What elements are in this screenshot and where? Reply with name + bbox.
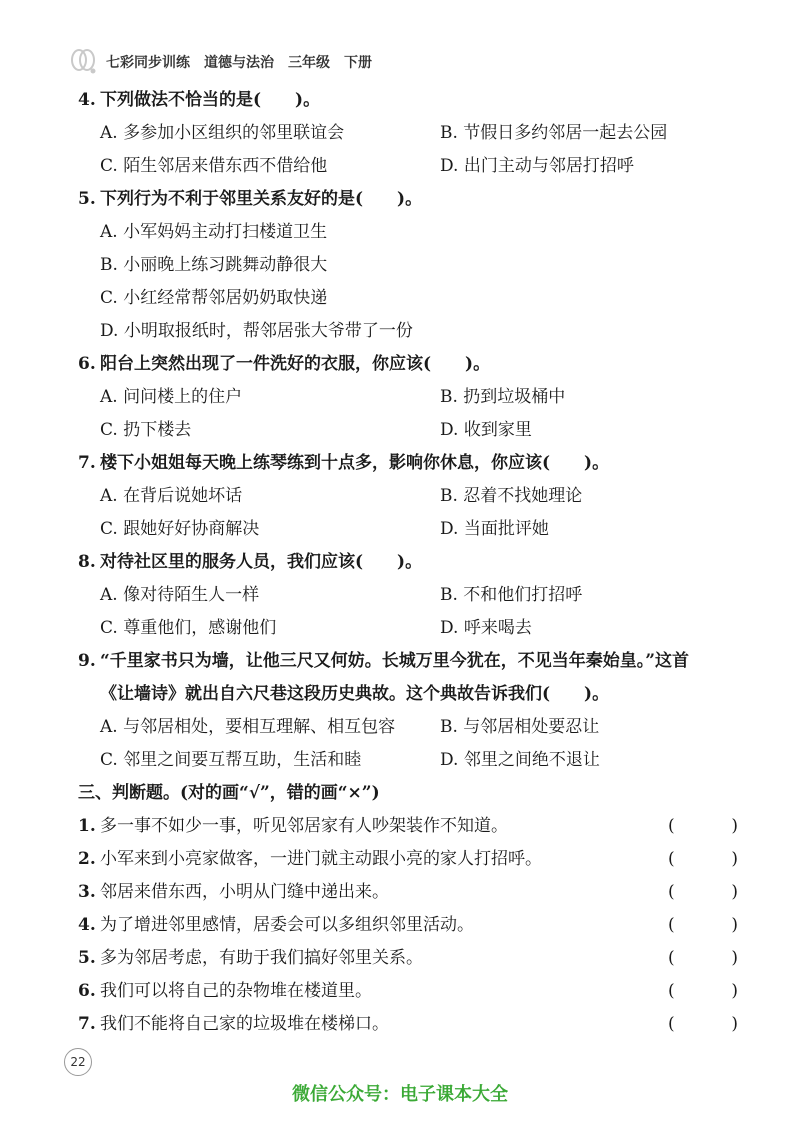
question-item <box>78 84 738 183</box>
question-stem <box>78 645 738 678</box>
question-item <box>78 447 738 546</box>
open-paren: ( <box>668 1014 675 1034</box>
judgment-item <box>78 843 738 876</box>
judgment-text: 邻居来借东西，小明从门缝中递出来。 <box>100 882 389 902</box>
answer-option: D. 邻里之间绝不退让 <box>440 750 600 770</box>
judgment-text: 多一事不如少一事，听见邻居家有人吵架装作不知道。 <box>100 816 508 836</box>
answer-option: A. 像对待陌生人一样 <box>100 585 260 605</box>
option-row <box>78 480 738 513</box>
open-paren: ( <box>668 816 675 836</box>
answer-option: A. 多参加小区组织的邻里联谊会 <box>100 123 345 143</box>
answer-blank <box>668 1008 738 1041</box>
close-paren: ) <box>731 915 738 935</box>
close-paren: ) <box>731 816 738 836</box>
question-number: 7. <box>78 453 96 473</box>
question-number: 4. <box>78 90 96 110</box>
question-number: 9. <box>78 651 96 671</box>
question-text: 下列做法不恰当的是( )。 <box>100 90 321 110</box>
answer-option: D. 出门主动与邻居打招呼 <box>440 156 634 176</box>
option-row <box>78 579 738 612</box>
question-number: 8. <box>78 552 96 572</box>
answer-option: B. 扔到垃圾桶中 <box>440 387 566 407</box>
option-row <box>78 414 738 447</box>
question-stem <box>78 183 738 216</box>
series-title: 七彩同步训练 <box>106 55 190 71</box>
option-row <box>78 744 738 777</box>
answer-blank <box>668 810 738 843</box>
question-item <box>78 183 738 348</box>
page-header <box>68 48 372 76</box>
page-number-badge <box>60 1044 100 1080</box>
question-text: 楼下小姐姐每天晚上练琴练到十点多，影响你休息，你应该( )。 <box>100 453 610 473</box>
open-paren: ( <box>668 882 675 902</box>
judgment-number: 6. <box>78 981 96 1001</box>
answer-blank <box>668 975 738 1008</box>
judgment-number: 3. <box>78 882 96 902</box>
judgment-number: 5. <box>78 948 96 968</box>
answer-option: A. 小军妈妈主动打扫楼道卫生 <box>100 222 328 242</box>
question-item <box>78 546 738 645</box>
question-item <box>78 348 738 447</box>
close-paren: ) <box>731 882 738 902</box>
judgment-section <box>78 810 738 1041</box>
page-number: 22 <box>64 1048 92 1076</box>
answer-blank <box>668 843 738 876</box>
question-item <box>78 645 738 777</box>
close-paren: ) <box>731 981 738 1001</box>
question-text: 阳台上突然出现了一件洗好的衣服，你应该( )。 <box>100 354 491 374</box>
judgment-text: 我们不能将自己家的垃圾堆在楼梯口。 <box>100 1014 389 1034</box>
answer-option: A. 与邻居相处，要相互理解、相互包容 <box>100 717 396 737</box>
judgment-number: 7. <box>78 1014 96 1034</box>
answer-option: A. 问问楼上的住户 <box>100 387 243 407</box>
option-row <box>78 150 738 183</box>
open-paren: ( <box>668 915 675 935</box>
answer-option: C. 小红经常帮邻居奶奶取快递 <box>100 288 328 308</box>
answer-blank <box>668 909 738 942</box>
judgment-item <box>78 876 738 909</box>
judgment-text: 多为邻居考虑，有助于我们搞好邻里关系。 <box>100 948 423 968</box>
question-text: 下列行为不利于邻里关系友好的是( )。 <box>100 189 423 209</box>
judgment-item <box>78 810 738 843</box>
option-row <box>78 612 738 645</box>
question-stem <box>78 546 738 579</box>
option-row <box>78 711 738 744</box>
book-logo-icon <box>68 48 98 76</box>
answer-option: B. 忍着不找她理论 <box>440 486 583 506</box>
section-heading-judgment: 三、判断题。(对的画“√”，错的画“×”) <box>78 783 380 803</box>
volume-label: 下册 <box>344 55 372 71</box>
question-text: 对待社区里的服务人员，我们应该( )。 <box>100 552 423 572</box>
worksheet-content <box>78 84 738 1041</box>
close-paren: ) <box>731 1014 738 1034</box>
grade-label: 三年级 <box>288 55 330 71</box>
judgment-text: 我们可以将自己的杂物堆在楼道里。 <box>100 981 372 1001</box>
question-stem <box>78 84 738 117</box>
header-text <box>106 52 372 72</box>
open-paren: ( <box>668 849 675 869</box>
answer-option: A. 在背后说她坏话 <box>100 486 243 506</box>
answer-option: C. 邻里之间要互帮互助，生活和睦 <box>100 750 362 770</box>
answer-blank <box>668 876 738 909</box>
answer-option: C. 陌生邻居来借东西不借给他 <box>100 156 328 176</box>
option-row <box>78 381 738 414</box>
judgment-item <box>78 909 738 942</box>
question-text: 《让墙诗》就出自六尺巷这段历史典故。这个典故告诉我们( )。 <box>100 684 610 704</box>
multiple-choice-section <box>78 84 738 777</box>
answer-option: C. 跟她好好协商解决 <box>100 519 260 539</box>
subject-title: 道德与法治 <box>204 55 274 71</box>
answer-option: C. 尊重他们，感谢他们 <box>100 618 277 638</box>
question-number: 5. <box>78 189 96 209</box>
judgment-item <box>78 975 738 1008</box>
judgment-number: 1. <box>78 816 96 836</box>
judgment-number: 4. <box>78 915 96 935</box>
option-row <box>78 117 738 150</box>
question-number: 6. <box>78 354 96 374</box>
open-paren: ( <box>668 948 675 968</box>
judgment-item <box>78 942 738 975</box>
answer-option: B. 小丽晚上练习跳舞动静很大 <box>100 255 328 275</box>
answer-option: B. 节假日多约邻居一起去公园 <box>440 123 668 143</box>
close-paren: ) <box>731 948 738 968</box>
answer-option: D. 呼来喝去 <box>440 618 532 638</box>
question-stem <box>78 348 738 381</box>
judgment-item <box>78 1008 738 1041</box>
answer-option: D. 当面批评她 <box>440 519 549 539</box>
option-row <box>78 513 738 546</box>
answer-blank <box>668 942 738 975</box>
question-stem <box>78 678 738 711</box>
question-stem <box>78 447 738 480</box>
judgment-text: 小军来到小亮家做客，一进门就主动跟小亮的家人打招呼。 <box>100 849 542 869</box>
open-paren: ( <box>668 981 675 1001</box>
judgment-text: 为了增进邻里感情，居委会可以多组织邻里活动。 <box>100 915 474 935</box>
answer-option: C. 扔下楼去 <box>100 420 192 440</box>
judgment-number: 2. <box>78 849 96 869</box>
footer-watermark: 微信公众号：电子课本大全 <box>292 1084 508 1105</box>
question-text: “千里家书只为墙，让他三尺又何妨。长城万里今犹在，不见当年秦始皇。”这首 <box>100 651 690 671</box>
answer-option: D. 小明取报纸时，帮邻居张大爷带了一份 <box>100 321 413 341</box>
answer-option: B. 与邻居相处要忍让 <box>440 717 600 737</box>
answer-option: B. 不和他们打招呼 <box>440 585 583 605</box>
close-paren: ) <box>731 849 738 869</box>
answer-option: D. 收到家里 <box>440 420 532 440</box>
